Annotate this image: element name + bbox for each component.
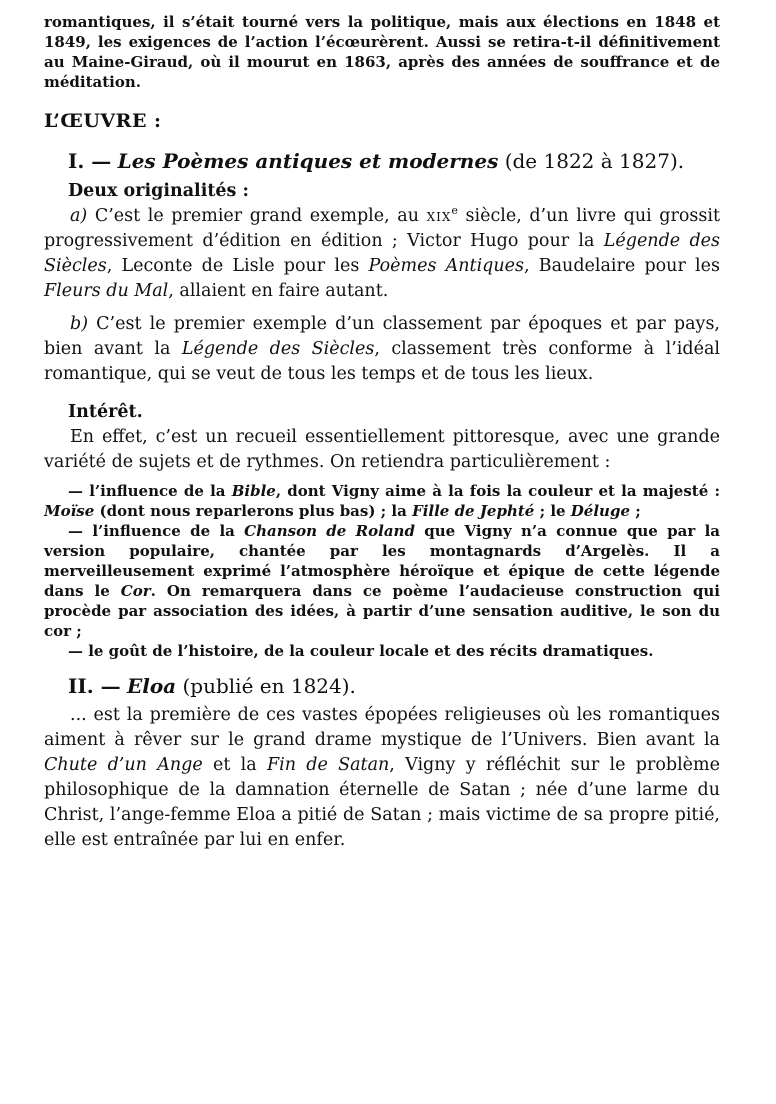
dash1-text-3: (dont nous reparlerons plus bas) ; la <box>94 502 413 520</box>
b-text-2: , classement très conforme à l’idéal romantique, qui se veut de tous les temps et de tous les lieux. <box>44 339 720 384</box>
dash-item-roland <box>44 521 720 641</box>
dash2-chanson: Chanson de Roland <box>244 522 415 540</box>
section1-number: I. — <box>68 149 112 173</box>
section2-paragraph <box>44 703 720 853</box>
a-text-5: , allaient en faire autant. <box>168 281 389 301</box>
dash-item-histoire: — le goût de l’histoire, de la couleur locale et des récits dramatiques. <box>68 642 654 660</box>
a-title-poemes-antiques: Poèmes Antiques <box>368 256 524 276</box>
section1-subheading-originalites: Deux originalités : <box>68 181 249 201</box>
dash2-text-1: — l’influence de la <box>68 522 245 540</box>
dash2-cor: Cor <box>120 582 151 600</box>
a-text-1: C’est le premier grand exemple, au <box>87 206 427 226</box>
dash1-text-5: ; <box>629 502 641 520</box>
dash1-moise: Moïse <box>44 502 95 520</box>
section2-title: Eloa <box>127 674 177 698</box>
eloa-title-chute: Chute d’un Ange <box>44 755 203 775</box>
year-1849: 1849 <box>44 33 86 51</box>
section1-heading <box>44 146 720 176</box>
eloa-title-fin-satan: Fin de Satan <box>266 755 390 775</box>
section1-paragraph-a <box>44 204 720 304</box>
b-title-legende: Légende des Siècles <box>181 339 375 359</box>
intro-text-end: , les exigences de l’action l’écœurèrent. Aussi se retira-t-il définitivement au Maine-Giraud, où il mourut en 1863, après des années de souffrance et de méditation. <box>44 33 720 91</box>
intro-text: romantiques, il s’était tourné vers la politique, mais aux élections en <box>44 13 655 31</box>
section2-number: II. — <box>68 674 121 698</box>
dash1-bible: Bible <box>231 482 276 500</box>
eloa-text-2: et la <box>202 755 267 775</box>
section1-paragraph-b <box>44 312 720 387</box>
a-text-2: siècle, d’un livre qui grossit progressivement d’édition en édition ; Victor Hugo pour la <box>44 206 720 251</box>
eloa-text-1: ... est la première de ces vastes épopées religieuses où les romantiques aiment à rêver sur le grand drame mystique de l’Univers. Bien avant la <box>44 705 720 750</box>
a-text-3: , Leconte de Lisle pour les <box>106 256 369 276</box>
section1-subheading-interet: Intérêt. <box>68 402 143 422</box>
oeuvre-heading: L’ŒUVRE : <box>44 110 162 132</box>
dash2-text-3: . On remarquera dans ce poème l’audacieuse construction qui procède par association des idées, à partir d’une sensation auditive, le son du cor ; <box>44 582 721 640</box>
year-1848: 1848 <box>654 13 697 31</box>
label-b: b) <box>70 314 89 334</box>
interet-paragraph: En effet, c’est un recueil essentiellement pittoresque, avec une grande variété de sujets et de rythmes. On retiendra particulièrement : <box>44 427 720 472</box>
label-a: a) <box>70 206 88 226</box>
intro-text-mid: et <box>696 13 720 31</box>
document-page <box>44 12 720 853</box>
section1-title: Les Poèmes antiques et modernes <box>117 149 499 173</box>
eloa-text-3: , Vigny y réfléchit sur le problème philosophique de la damnation éternelle de Satan ; née d’une larme du Christ, l’ange-femme Eloa a pitié de Satan ; mais victime de sa propre pitié, elle est entraînée par lui en enfer. <box>44 755 720 850</box>
dash1-fille: Fille de Jephté <box>412 502 535 520</box>
a-title-fleurs-du-mal: Fleurs du Mal <box>44 281 169 301</box>
a-text-4: , Baudelaire pour les <box>523 256 720 276</box>
section1-dates: (de 1822 à 1827). <box>504 149 685 173</box>
section2-dates: (publié en 1824). <box>182 674 356 698</box>
dash1-deluge: Déluge <box>570 502 630 520</box>
dash-item-bible <box>44 481 720 521</box>
dash1-text-4: ; le <box>534 502 571 520</box>
dash1-text-2: , dont Vigny aime à la fois la couleur et la majesté : <box>275 482 720 500</box>
intro-paragraph <box>44 12 720 92</box>
dash1-text-1: — l’influence de la <box>68 482 232 500</box>
section2-heading <box>44 671 720 701</box>
century-superscript: e <box>451 204 458 218</box>
a-title-legende: Légende des Siècles <box>44 231 720 276</box>
dash2-text-2: que Vigny n’a connue que par la version populaire, chantée par les montagnards d’Argelès. Il a merveilleusement exprimé l’atmosphère héroïque et épique de cette légende dans le <box>44 522 720 600</box>
century-label: xix <box>426 206 452 226</box>
b-text-1: C’est le premier exemple d’un classement par époques et par pays, bien avant la <box>44 314 720 359</box>
